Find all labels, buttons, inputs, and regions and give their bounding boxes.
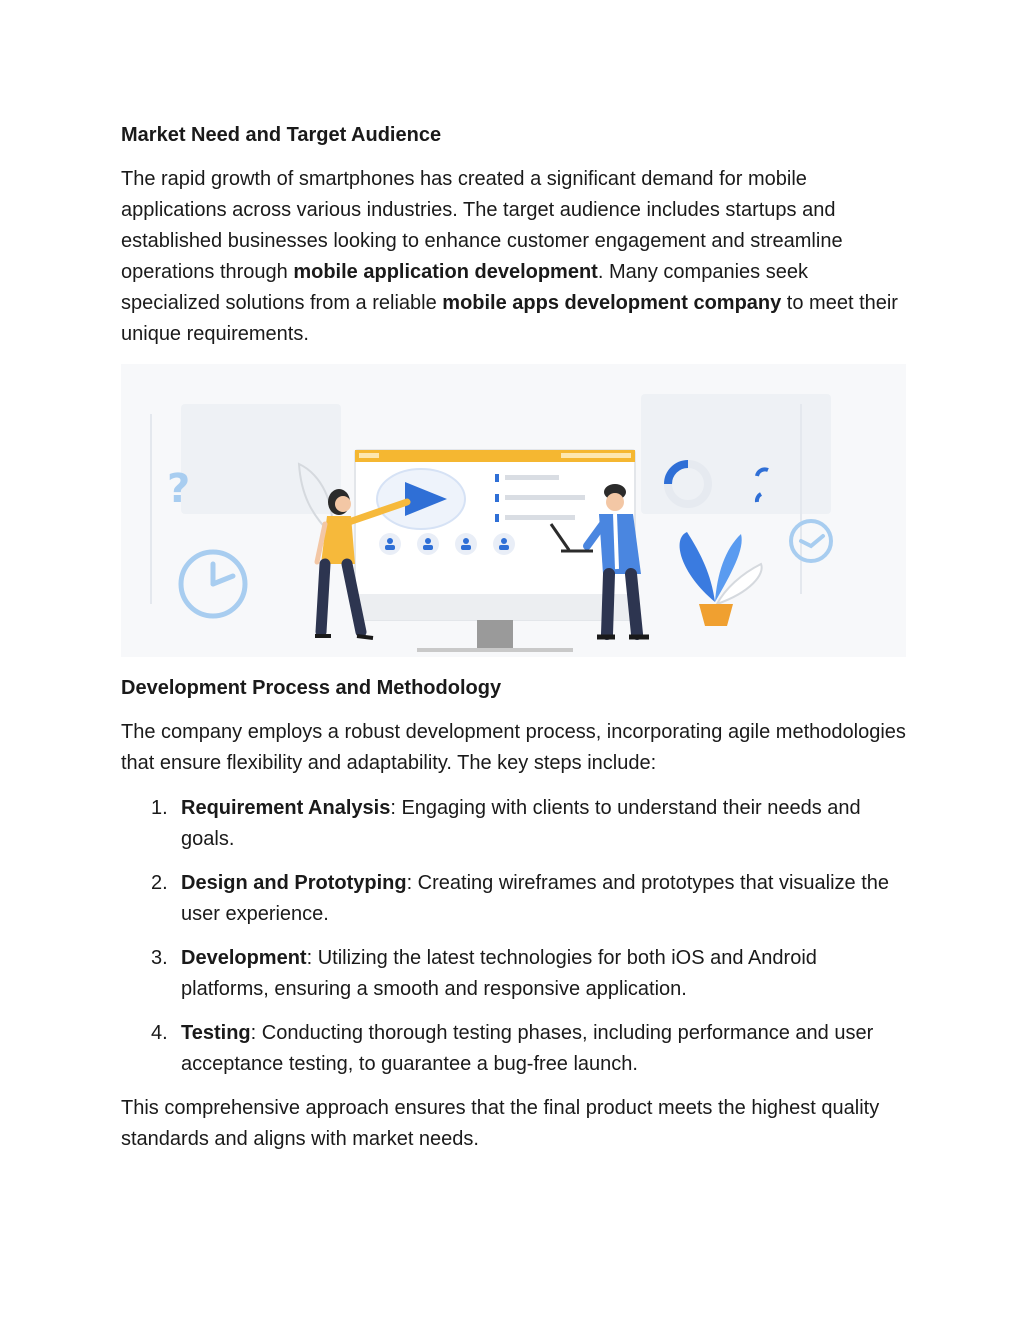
market-need-heading: Market Need and Target Audience [121, 124, 442, 146]
step-text: : Engaging with clients to understand their needs and goals. [181, 797, 861, 850]
list-number: 4. [151, 1022, 168, 1044]
step-text: : Creating wireframes and prototypes that visualize the user experience. [181, 872, 890, 925]
list-item [121, 793, 906, 855]
list-number: 3. [151, 947, 168, 969]
step-text: : Utilizing the latest technologies for both iOS and Android platforms, ensuring a smooth and responsive application. [181, 947, 817, 1000]
development-process-heading: Development Process and Methodology [121, 677, 502, 699]
market-need-paragraph [121, 164, 906, 350]
process-steps-list [121, 793, 906, 1080]
list-item [121, 868, 906, 930]
closing-paragraph: This comprehensive approach ensures that the final product meets the highest quality standards and aligns with market needs. [121, 1097, 880, 1150]
text-run: The rapid growth of smartphones has created a significant demand for mobile applications across various industries. The target audience includes startups and established businesses looking to enhance customer engagement and streamline operations through [121, 168, 843, 283]
list-number: 1. [151, 797, 168, 819]
potted-plant-icon [680, 532, 762, 626]
page-content [121, 120, 906, 1155]
list-number: 2. [151, 872, 168, 894]
clock-icon-left [181, 552, 245, 616]
list-item [121, 1018, 906, 1080]
text-run: . Many companies seek specialized solutions from a reliable [121, 261, 808, 314]
bold-keyword-mobile-application-development: mobile application development [293, 261, 598, 283]
illustration-svg [121, 364, 906, 657]
text-run: to meet their unique requirements. [121, 292, 898, 345]
step-title: Development [181, 947, 307, 969]
question-mark-icon: ? [167, 466, 191, 512]
step-text: : Conducting thorough testing phases, including performance and user acceptance testing, to guarantee a bug-free launch. [181, 1022, 874, 1075]
list-item [121, 943, 906, 1005]
development-process-intro: The company employs a robust development process, incorporating agile methodologies that ensure flexibility and adaptability. The key steps include: [121, 721, 906, 774]
step-title: Requirement Analysis [181, 797, 391, 819]
step-title: Testing [181, 1022, 251, 1044]
step-title: Design and Prototyping [181, 872, 407, 894]
illustration-app-presentation [121, 364, 906, 657]
bold-keyword-mobile-apps-development-company: mobile apps development company [442, 292, 782, 314]
clock-icon-right [791, 521, 831, 561]
